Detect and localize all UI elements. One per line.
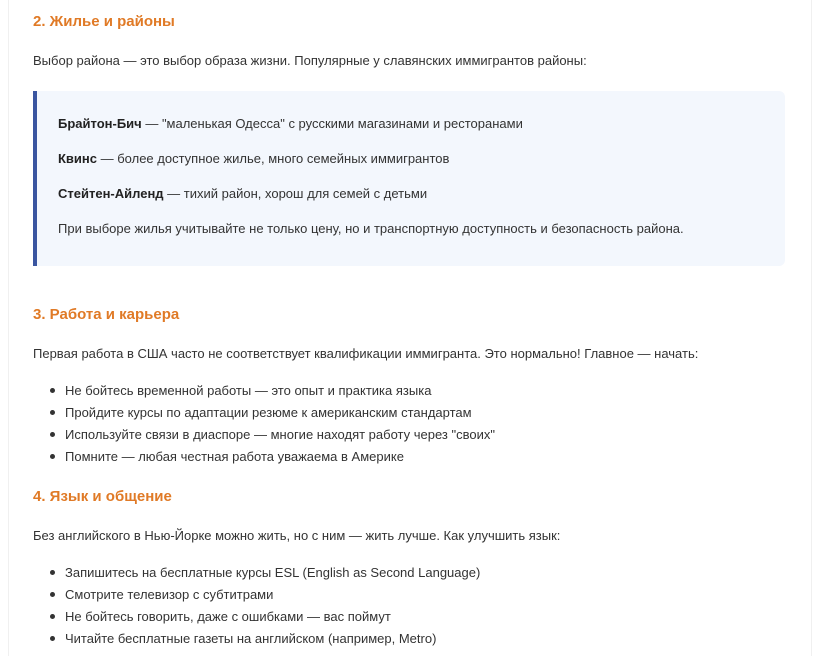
section-heading-work: 3. Работа и карьера	[33, 306, 180, 323]
section-language	[33, 488, 785, 650]
work-tips-list	[33, 380, 785, 468]
section-intro-housing: Выбор района — это выбор образа жизни. Популярные у славянских иммигрантов районы:	[33, 53, 587, 68]
districts-callout	[33, 91, 785, 266]
list-item: Не бойтесь временной работы — это опыт и практика языка	[65, 380, 785, 402]
list-item: Смотрите телевизор с субтитрами	[65, 584, 785, 606]
district-item	[58, 185, 765, 203]
section-heading-housing: 2. Жилье и районы	[33, 13, 175, 30]
district-name: Стейтен-Айленд	[58, 186, 164, 201]
section-intro-language: Без английского в Нью-Йорке можно жить, но с ним — жить лучше. Как улучшить язык:	[33, 528, 561, 543]
district-description: — тихий район, хорош для семей с детьми	[163, 186, 428, 201]
list-item: Помните — любая честная работа уважаема в Америке	[65, 446, 785, 468]
section-intro-work: Первая работа в США часто не соответствует квалификации иммигранта. Это нормально! Главное — начать:	[33, 346, 699, 361]
list-item: Используйте связи в диаспоре — многие находят работу через "своих"	[65, 424, 785, 446]
section-work	[33, 306, 785, 468]
district-name: Брайтон-Бич	[58, 116, 142, 131]
frame-border-right	[811, 0, 812, 656]
list-item: Не бойтесь говорить, даже с ошибками — вас поймут	[65, 606, 785, 628]
language-tips-list	[33, 562, 785, 650]
list-item: Запишитесь на бесплатные курсы ESL (English as Second Language)	[65, 562, 785, 584]
district-description: — более доступное жилье, много семейных иммигрантов	[97, 151, 450, 166]
district-item	[58, 150, 765, 168]
district-name: Квинс	[58, 151, 97, 166]
district-description: — "маленькая Одесса" с русскими магазинами и ресторанами	[141, 116, 523, 131]
callout-note: При выборе жилья учитывайте не только цену, но и транспортную доступность и безопасность района.	[58, 221, 684, 236]
list-item: Читайте бесплатные газеты на английском (например, Metro)	[65, 628, 785, 650]
district-item	[58, 115, 765, 133]
list-item: Пройдите курсы по адаптации резюме к американским стандартам	[65, 402, 785, 424]
frame-border-left	[8, 0, 9, 656]
section-heading-language: 4. Язык и общение	[33, 488, 172, 505]
section-housing	[33, 13, 785, 266]
